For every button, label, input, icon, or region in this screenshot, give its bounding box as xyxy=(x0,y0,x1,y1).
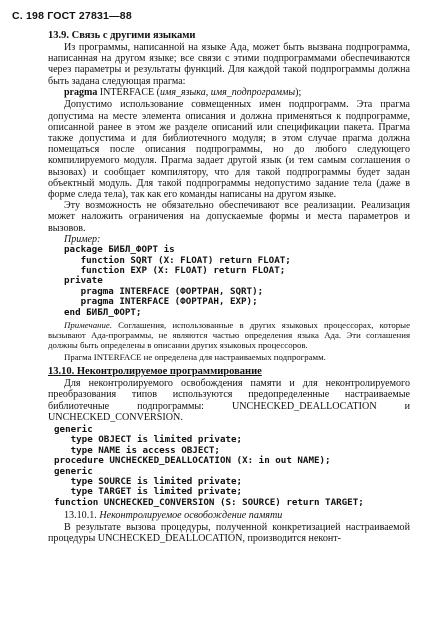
code-line: type SOURCE is limited private; xyxy=(54,475,243,487)
note-paragraph xyxy=(48,320,410,350)
subsection-title-text: Неконтролируемое освобождение памяти xyxy=(99,510,283,522)
code-line: procedure UNCHECKED_DEALLOCATION (X: in out NAME); xyxy=(54,455,331,467)
code-line: generic xyxy=(54,423,93,435)
code-line: function UNCHECKED_CONVERSION (S: SOURCE) return TARGET; xyxy=(54,496,364,508)
code-line: type OBJECT is limited private; xyxy=(54,434,243,446)
pragma-keyword: pragma xyxy=(64,86,98,98)
subsection-13-10-1-title xyxy=(48,510,410,522)
subsection-number: 13.10.1. xyxy=(64,510,100,522)
code-line: pragma INTERFACE (ФОРТРАН, EXP); xyxy=(64,296,258,308)
pragma-interface-syntax xyxy=(64,87,410,99)
pragma-name: INTERFACE ( xyxy=(99,86,160,98)
section-13-9-paragraph-1: Из программы, написанной на языке Ада, может быть вызвана подпрограмма, написанная на другом языке; все связи с этими подпрограммами обеспечиваются через параметры и результаты функций. Для каждой такой подпрограммы должна быть задана следующая прагма: xyxy=(48,42,410,87)
code-line: function SQRT (X: FLOAT) return FLOAT; xyxy=(64,254,291,266)
pragma-end: ); xyxy=(295,86,302,98)
section-13-10-paragraph-1: Для неконтролируемого освобождения памяти и для неконтролируемого преобразования типов используются предопределенные настраиваемые библиотечные подпрограммы: UNCHECKED_DEALLOCATION и UNCHECKED_CONVERSION. xyxy=(48,378,410,423)
code-line: package БИБЛ_ФОРТ is xyxy=(64,244,175,256)
code-line: type NAME is access OBJECT; xyxy=(54,444,220,456)
section-13-9-title: 13.9. Связь с другими языками xyxy=(48,30,196,41)
example-label: Пример: xyxy=(64,233,101,245)
code-line: type TARGET is limited private; xyxy=(54,486,243,498)
page-header: С. 198 ГОСТ 27831—88 xyxy=(12,10,132,22)
code-line: private xyxy=(64,275,103,287)
code-line: generic xyxy=(54,465,93,477)
note-label: Примечание. xyxy=(64,320,113,331)
pragma-args: имя_языка, имя_подпрограммы xyxy=(159,86,296,98)
code-line: pragma INTERFACE (ФОРТРАН, SQRT); xyxy=(64,285,264,297)
example-code-block xyxy=(64,245,410,318)
section-13-9-paragraph-3: Эту возможность не обязательно обеспечивают все реализации. Реализация может наложить ограничения на допускаемые формы и места параметров и вызовов. xyxy=(48,200,410,234)
code-line: function EXP (X: FLOAT) return FLOAT; xyxy=(64,265,286,277)
note-text: Соглашения, использованные в других языковых процессорах, которые вызывают Ада-программы, не являются частью определения языка Ада. Эти соглашения должны быть определены в описании других языковых процессоров. xyxy=(48,320,410,351)
section-13-10-paragraph-2: В результате вызова процедуры, полученной конкретизацией настраиваемой процедуры UNCHECKED_DEALLOCATION, производится неконт- xyxy=(48,521,410,544)
section-13-10-title: 13.10. Неконтролируемое программирование xyxy=(48,366,262,378)
section-13-9-paragraph-2: Допустимо использование совмещенных имен подпрограмм. Эта прагма допустима на месте элемента описания и должна применяться к подпрограмме, описанной ранее в этом же разделе описаний или спецификации пакета. Прагма также допустима и для библиотечного модуля; в этом случае прагма должна помещаться после описания подпрограммы, но до любого следующего компилируемого модуля. Прагма задает другой язык (и тем самым соглашения о вызовах) и сообщает компилятору, что для такой подпрограммы будет задан объектный модуль. Для такой подпрограммы недопустимо задание тела (даже в форме следа тела), так как его команды написаны на другом языке. xyxy=(48,99,410,200)
generic-code-block xyxy=(54,425,410,508)
code-line: end БИБЛ_ФОРТ; xyxy=(64,306,142,318)
page-content xyxy=(48,30,410,544)
note-paragraph-2: Прагма INTERFACE не определена для настраиваемых подпрограмм. xyxy=(64,352,326,363)
